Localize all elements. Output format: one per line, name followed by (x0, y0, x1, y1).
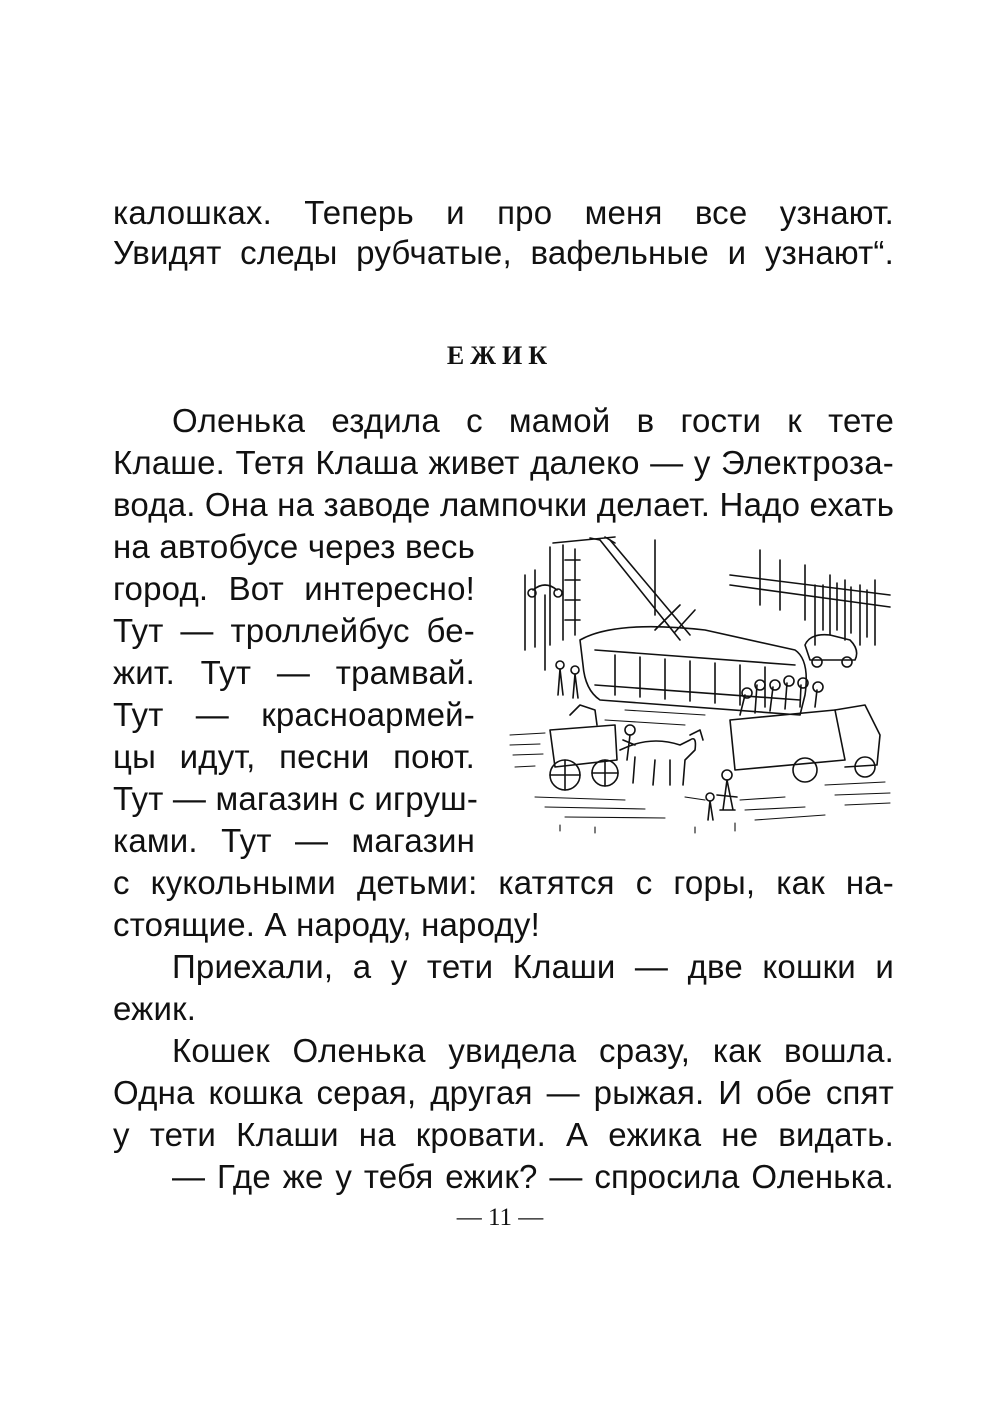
story-line: — Где же у тебя ежик? — спросила Оленька. (172, 1158, 894, 1195)
story-line: на автобусе через весь (113, 528, 475, 565)
story-line: жит. Тут — трамвай. (113, 654, 475, 691)
story-line: Одна кошка серая, другая — рыжая. И обе спят (113, 1074, 894, 1111)
horse-cart (550, 705, 703, 790)
lamp-post (528, 585, 562, 670)
story-line: цы идут, песни поют. (113, 738, 475, 775)
car (805, 635, 857, 667)
story-line: стоящие. А народу, народу! (113, 906, 540, 943)
story-line: Тут — магазин с игруш- (113, 780, 479, 817)
story-line: вода. Она на заводе лампочки делает. Надо ехать (113, 486, 895, 523)
story-line: с кукольными детьми: катятся с горы, как на- (113, 864, 894, 901)
story-line: Приехали, а у тети Клаши — две кошки и (172, 948, 894, 985)
continuation-line-1: калошках. Теперь и про меня все узнают. (113, 194, 894, 231)
page-number: — 11 — (456, 1204, 544, 1231)
street-scene-illustration (505, 535, 895, 835)
story-line: у тети Клаши на кровати. А ежика не видать. (113, 1116, 894, 1153)
story-line: ежик. (113, 990, 197, 1027)
pedestrians (556, 661, 737, 820)
overhead-wires (590, 537, 690, 640)
story-title: ЕЖИК (446, 341, 554, 370)
story-line: Кошек Оленька увидела сразу, как вошла. (172, 1032, 894, 1069)
buildings-right (730, 550, 890, 645)
story-line: Тут — троллейбус бе- (113, 612, 475, 649)
continuation-line-2: Увидят следы рубчатые, вафельные и узнают“. (113, 234, 894, 271)
story-line: Клаше. Тетя Клаша живет далеко — у Электроза- (113, 444, 894, 481)
story-line: Тут — красноармей- (113, 696, 475, 733)
story-line: Оленька ездила с мамой в гости к тете (172, 402, 894, 439)
story-line: ками. Тут — магазин (113, 822, 475, 859)
story-line: город. Вот интересно! (113, 570, 475, 607)
buildings-left (525, 537, 615, 650)
